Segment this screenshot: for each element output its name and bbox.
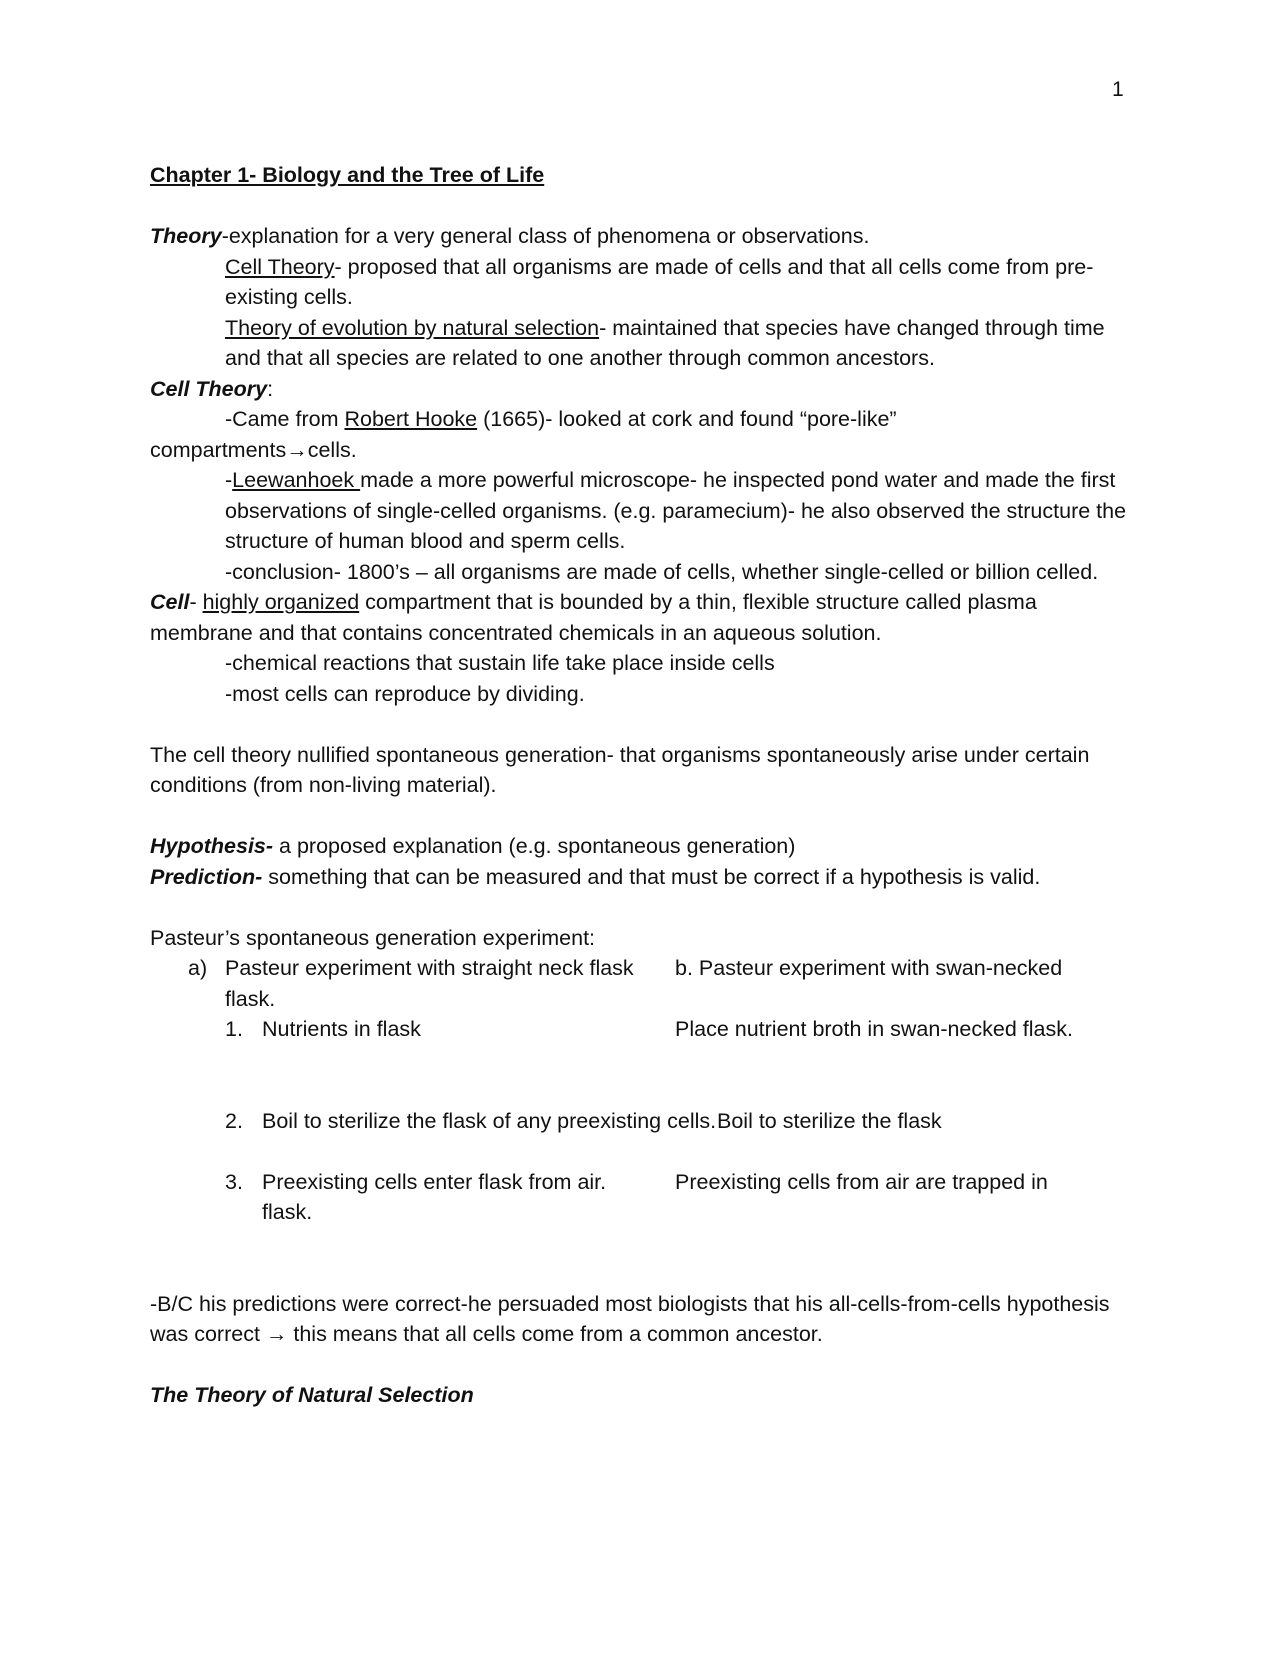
hypothesis-line: Hypothesis- a proposed explanation (e.g. spontaneous generation) <box>150 834 796 858</box>
highly-organized: highly organized <box>202 590 360 614</box>
bc-paragraph: -B/C his predictions were correct-he persuaded most biologists that his all-cells-from-cells hypothesis was correct → this means that all cells come from a common ancestor. <box>150 1291 1110 1346</box>
step-row: 3. Preexisting cells enter flask from air. Preexisting cells from air are trapped in flask. <box>225 1169 1048 1224</box>
experiment-a-label: Pasteur experiment with straight neck flask <box>225 956 634 980</box>
leewanhoek-name: Leewanhoek <box>232 468 361 492</box>
prediction-line: Prediction- something that can be measured and that must be correct if a hypothesis is valid. <box>150 864 1041 889</box>
cell-paragraph: Cell- highly organized compartment that is bounded by a thin, flexible structure called plasma membrane and that contains concentrated chemicals in an aqueous solution. <box>150 590 1037 645</box>
reproduce-line: -most cells can reproduce by dividing. <box>225 681 585 706</box>
conclusion-paragraph: -conclusion- 1800’s – all organisms are made of cells, whether single-celled or billion celled. <box>225 559 1099 584</box>
cell-theory-heading: Cell Theory: <box>150 376 274 401</box>
arrow-icon: → <box>286 437 308 462</box>
hooke-line: -Came from Robert Hooke (1665)- looked at cork and found “pore-like” <box>225 407 897 431</box>
step-row: 1. Nutrients in flask Place nutrient broth in swan-necked flask. <box>225 1017 1073 1041</box>
theory-paragraph <box>150 221 1130 252</box>
arrow-icon: → <box>265 1322 288 1346</box>
evolution-paragraph: Theory of evolution by natural selection- maintained that species have changed through time and that all species are related to one another through common ancestors. <box>225 315 1105 370</box>
step-row: 2. Boil to sterilize the flask of any preexisting cells. Boil to sterilize the flask <box>225 1108 942 1133</box>
experiment-a-row: a) Pasteur experiment with straight neck flask b. Pasteur experiment with swan-necked flask. <box>188 953 1130 1014</box>
chemical-reactions-line: -chemical reactions that sustain life take place inside cells <box>225 651 775 675</box>
leewanhoek-paragraph: -Leewanhoek made a more powerful microscope- he inspected pond water and made the first observations of single-celled organisms. (e.g. paramecium)- he also observed the structure the structure of human blood and sperm cells. <box>225 468 1127 553</box>
natural-selection-heading: The Theory of Natural Selection <box>150 1383 474 1407</box>
cell-term: Cell <box>150 590 190 614</box>
robert-hooke: Robert Hooke <box>344 407 478 431</box>
hooke-continuation: compartments→cells. <box>150 437 357 462</box>
theory-term: Theory <box>150 224 222 248</box>
cell-theory-link: Cell Theory <box>225 254 335 279</box>
pasteur-heading: Pasteur’s spontaneous generation experiment: <box>150 925 596 950</box>
theory-definition: -explanation for a very general class of phenomena or observations. <box>221 224 870 248</box>
evolution-link: Theory of evolution by natural selection <box>225 315 600 340</box>
chapter-title: Chapter 1- Biology and the Tree of Life <box>150 163 545 187</box>
document-body <box>150 160 1130 1411</box>
experiment-b-label: b. Pasteur experiment with swan-necked <box>675 956 1063 980</box>
nullified-paragraph: The cell theory nullified spontaneous generation- that organisms spontaneously arise under certain conditions (from non-living material). <box>150 742 1090 797</box>
page-number: 1 <box>1112 78 1124 101</box>
cell-theory-paragraph: Cell Theory- proposed that all organisms are made of cells and that all cells come from pre-existing cells. <box>225 254 1094 309</box>
